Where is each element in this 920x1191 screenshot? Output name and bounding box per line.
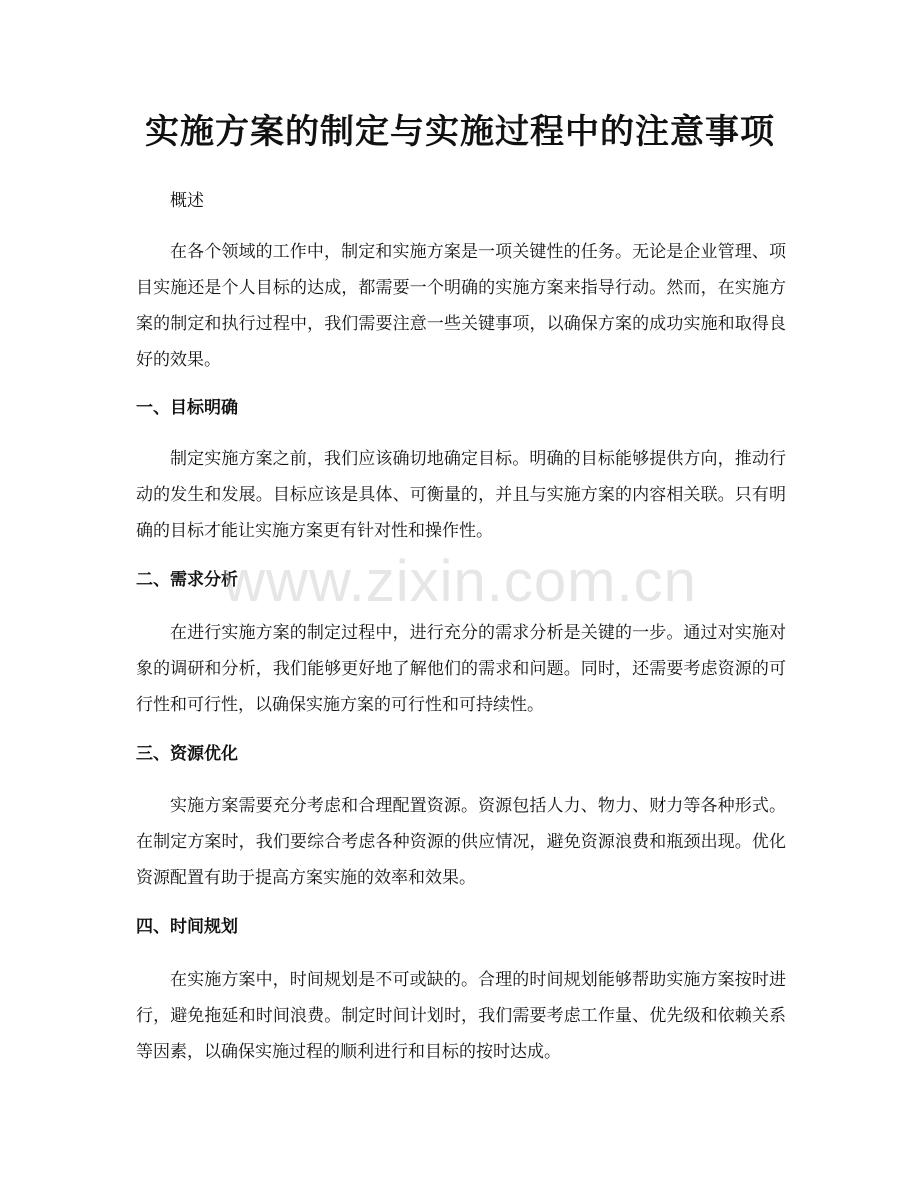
intro-paragraph: 在各个领域的工作中，制定和实施方案是一项关键性的任务。无论是企业管理、项目实施还是个人目标的达成，都需要一个明确的实施方案来指导行动。然而，在实施方案的制定和执行过程中，我们需要注意一些关键事项，以确保方案的成功实施和取得良好的效果。: [136, 242, 786, 370]
section-heading-schedule: 四、时间规划: [136, 917, 238, 937]
overview-label: 概述: [170, 191, 204, 211]
watermark-text: www.zixin.com.cn: [223, 549, 697, 614]
page-title: 实施方案的制定与实施过程中的注意事项: [145, 112, 775, 152]
section-body-goals: 制定实施方案之前，我们应该确切地确定目标。明确的目标能够提供方向，推动行动的发生和发展。目标应该是具体、可衡量的，并且与实施方案的内容相关联。只有明确的目标才能让实施方案更有针对性和操作性。: [136, 449, 786, 541]
section-body-resources: 实施方案需要充分考虑和合理配置资源。资源包括人力、物力、财力等各种形式。在制定方案时，我们要综合考虑各种资源的供应情况，避免资源浪费和瓶颈出现。优化资源配置有助于提高方案实施的效率和效果。: [136, 796, 786, 888]
section-body-schedule: 在实施方案中，时间规划是不可或缺的。合理的时间规划能够帮助实施方案按时进行，避免拖延和时间浪费。制定时间计划时，我们需要考虑工作量、优先级和依赖关系等因素，以确保实施过程的顺利进行和目标的按时达成。: [136, 970, 786, 1062]
section-heading-resources: 三、资源优化: [136, 744, 238, 764]
section-body-needs: 在进行实施方案的制定过程中，进行充分的需求分析是关键的一步。通过对实施对象的调研和分析，我们能够更好地了解他们的需求和问题。同时，还需要考虑资源的可行性和可行性，以确保实施方案的可行性和可持续性。: [136, 623, 786, 715]
section-heading-goals: 一、目标明确: [136, 398, 238, 418]
section-heading-needs: 二、需求分析: [136, 570, 238, 590]
